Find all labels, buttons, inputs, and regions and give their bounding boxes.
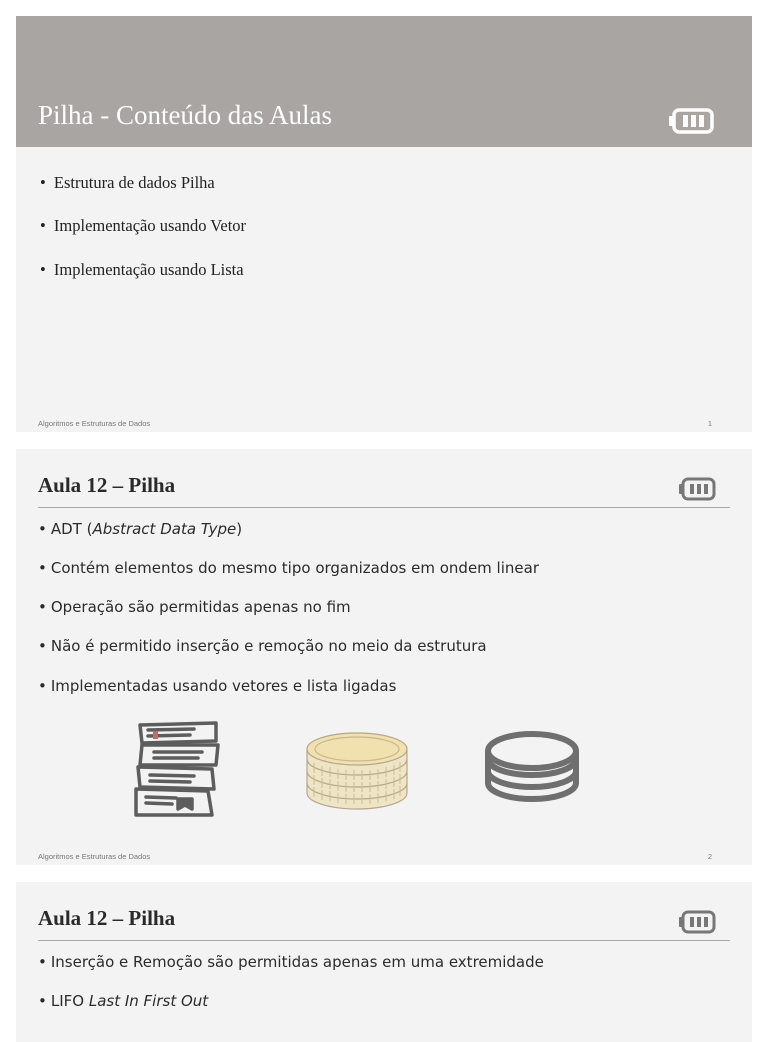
bullet-item: • Implementadas usando vetores e lista ligadas bbox=[38, 677, 397, 695]
bullet-item: • Inserção e Remoção são permitidas apenas em uma extremidade bbox=[38, 953, 544, 971]
bullet-item: • ADT (Abstract Data Type) bbox=[38, 520, 243, 538]
coin-stack-icon bbox=[304, 729, 410, 816]
battery-icon bbox=[678, 910, 716, 939]
battery-icon bbox=[678, 477, 716, 506]
slide-footer: Algoritmos e Estruturas de Dados bbox=[38, 419, 151, 428]
page-number: 2 bbox=[707, 852, 712, 861]
bullet-item: • LIFO Last In First Out bbox=[38, 992, 209, 1010]
battery-icon bbox=[668, 108, 714, 139]
bullet-item: • Implementação usando Lista bbox=[40, 260, 244, 279]
title-rule bbox=[38, 940, 730, 941]
bullet-item: • Operação são permitidas apenas no fim bbox=[38, 598, 351, 616]
slide-footer: Algoritmos e Estruturas de Dados bbox=[38, 852, 151, 861]
slide-title: Aula 12 – Pilha bbox=[38, 906, 176, 930]
slide-title: Aula 12 – Pilha bbox=[38, 473, 176, 497]
slide-2 bbox=[16, 449, 752, 865]
bullet-item: • Estrutura de dados Pilha bbox=[40, 173, 215, 192]
page-number: 1 bbox=[707, 419, 712, 428]
slide-1 bbox=[16, 16, 752, 432]
bullet-item: • Não é permitido inserção e remoção no meio da estrutura bbox=[38, 637, 487, 655]
bullet-item: • Implementação usando Vetor bbox=[40, 216, 247, 235]
slide-3 bbox=[16, 882, 752, 1042]
book-stack-icon bbox=[132, 719, 228, 824]
bullet-item: • Contém elementos do mesmo tipo organizados em ondem linear bbox=[38, 559, 539, 577]
title-rule bbox=[38, 507, 730, 508]
slide-title: Pilha - Conteúdo das Aulas bbox=[38, 100, 332, 130]
ring-stack-icon bbox=[482, 727, 582, 818]
